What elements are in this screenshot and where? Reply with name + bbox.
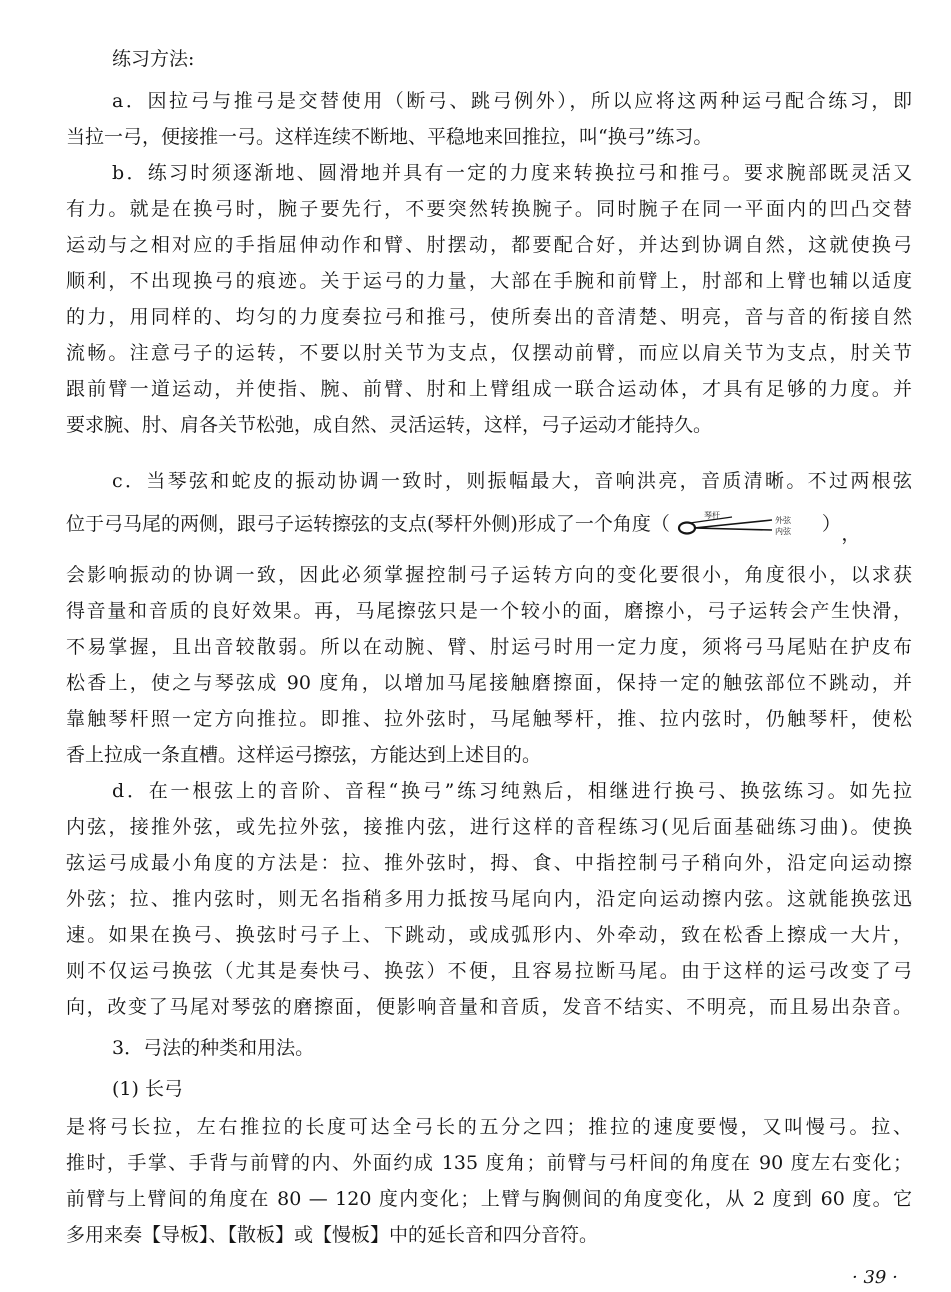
para-c-line-4: 得音量和音质的良好效果。再，马尾擦弦只是一个较小的面，磨擦小，弓子运转会产生快滑， <box>66 600 912 622</box>
drum-ellipse <box>679 523 695 534</box>
para-d-line-3: 弦运弓成最小角度的方法是：拉、推外弦时，拇、食、中指控制弓子稍向外，沿定向运动擦 <box>66 852 912 874</box>
section-3-heading: 3．弓法的种类和用法。 <box>112 1037 315 1059</box>
para-d-line-4: 外弦；拉、推内弦时，则无名指稍多用力抵按马尾向内，沿定向运动擦内弦。这就能换弦迅 <box>66 888 912 910</box>
long-bow-line-4: 多用来奏【导板】、【散板】或【慢板】中的延长音和四分音符。 <box>66 1224 599 1246</box>
page-number: · 39 · <box>852 1267 898 1288</box>
bow-angle-svg <box>674 511 822 539</box>
para-c-line-2-text: 位于弓马尾的两侧，跟弓子运转擦弦的支点(琴杆外侧)形成了一个角度（ <box>66 513 670 535</box>
inner-string-line <box>694 528 772 530</box>
para-c-line-1: c．当琴弦和蛇皮的振动协调一致时，则振幅最大，音响洪亮，音质清晰。不过两根弦 <box>112 470 912 492</box>
para-d-line-1: d．在一根弦上的音阶、音程“换弓”练习纯熟后，相继进行换弓、换弦练习。如先拉 <box>112 780 912 802</box>
para-d-line-6: 则不仅运弓换弦（尤其是奏快弓、换弦）不便，且容易拉断马尾。由于这样的运弓改变了弓 <box>66 960 912 982</box>
neck-label: 琴杆 <box>703 511 720 520</box>
para-c-line-5: 不易掌握，且出音较散弱。所以在动腕、臂、肘运弓时用一定力度，须将弓马尾贴在护皮布 <box>66 636 912 658</box>
bow-angle-diagram <box>674 511 822 539</box>
para-b-line-2: 有力。就是在换弓时，腕子要先行，不要突然转换腕子。同时腕子在同一平面内的凹凸交替 <box>66 198 912 220</box>
para-c-close-paren: ） <box>821 513 832 535</box>
para-a-line-2: 当拉一弓，便接推一弓。这样连续不断地、平稳地来回推拉，叫“换弓”练习。 <box>66 126 713 148</box>
para-c-line-6: 松香上，使之与琴弦成 90 度角，以增加马尾接触磨擦面，保持一定的触弦部位不跳动，并 <box>66 672 912 694</box>
para-b-line-6: 流畅。注意弓子的运转，不要以肘关节为支点，仅摆动前臂，而应以肩关节为支点，肘关节 <box>66 342 912 364</box>
para-c-line-7: 靠触琴杆照一定方向推拉。即推、拉外弦时，马尾触琴杆，推、拉内弦时，仍触琴杆，使松 <box>66 708 912 730</box>
para-b-line-8: 要求腕、肘、肩各关节松弛，成自然、灵活运转，这样，弓子运动才能持久。 <box>66 414 713 436</box>
para-c-line-8: 香上拉成一条直槽。这样运弓擦弦，方能达到上述目的。 <box>66 744 542 766</box>
subsection-long-bow: (1) 长弓 <box>112 1078 183 1100</box>
para-d-line-2: 内弦，接推外弦，或先拉外弦，接推内弦，进行这样的音程练习(见后面基础练习曲)。使换 <box>66 816 912 838</box>
long-bow-line-1: 是将弓长拉，左右推拉的长度可达全弓长的五分之四；推拉的速度要慢，又叫慢弓。拉、 <box>66 1116 912 1138</box>
long-bow-line-2: 推时，手掌、手背与前臂的内、外面约成 135 度角；前臂与弓杆间的角度在 90 度左右变化； <box>66 1152 912 1174</box>
para-c-line-3: 会影响振动的协调一致，因此必须掌握控制弓子运转方向的变化要很小，角度很小，以求获 <box>66 564 912 586</box>
para-b-line-1: b．练习时须逐渐地、圆滑地并具有一定的力度来转换拉弓和推弓。要求腕部既灵活又 <box>112 162 912 184</box>
para-b-line-3: 运动与之相对应的手指屈伸动作和臂、肘摆动，都要配合好，并达到协调自然，这就使换弓 <box>66 234 912 256</box>
inner-string-label: 内弦 <box>774 527 791 536</box>
para-b-line-7: 跟前臂一道运动，并使指、腕、前臂、肘和上臂组成一联合运动体，才具有足够的力度。并 <box>66 378 912 400</box>
long-bow-line-3: 前臂与上臂间的角度在 80 — 120 度内变化；上臂与胸侧间的角度变化，从 2 度到 60 度。它 <box>66 1188 912 1210</box>
para-b-line-4: 顺利，不出现换弓的痕迹。关于运弓的力量，大部在手腕和前臂上，肘部和上臂也辅以适度 <box>66 270 912 292</box>
para-a-line-1: a．因拉弓与推弓是交替使用（断弓、跳弓例外），所以应将这两种运弓配合练习，即 <box>112 90 912 112</box>
para-d-line-5: 速。如果在换弓、换弦时弓子上、下跳动，或成弧形内、外牵动，致在松香上擦成一大片， <box>66 924 912 946</box>
para-c-comma: ， <box>841 523 861 545</box>
para-b-line-5: 的力，用同样的、均匀的力度奏拉弓和推弓，使所奏出的音清楚、明亮，音与音的衔接自然 <box>66 306 912 328</box>
para-d-line-7: 向，改变了马尾对琴弦的磨擦面，便影响音量和音质，发音不结实、不明亮，而且易出杂音。 <box>66 996 912 1018</box>
para-c-line-2 <box>66 510 861 545</box>
section-heading: 练习方法: <box>112 48 195 70</box>
outer-string-label: 外弦 <box>774 516 791 525</box>
